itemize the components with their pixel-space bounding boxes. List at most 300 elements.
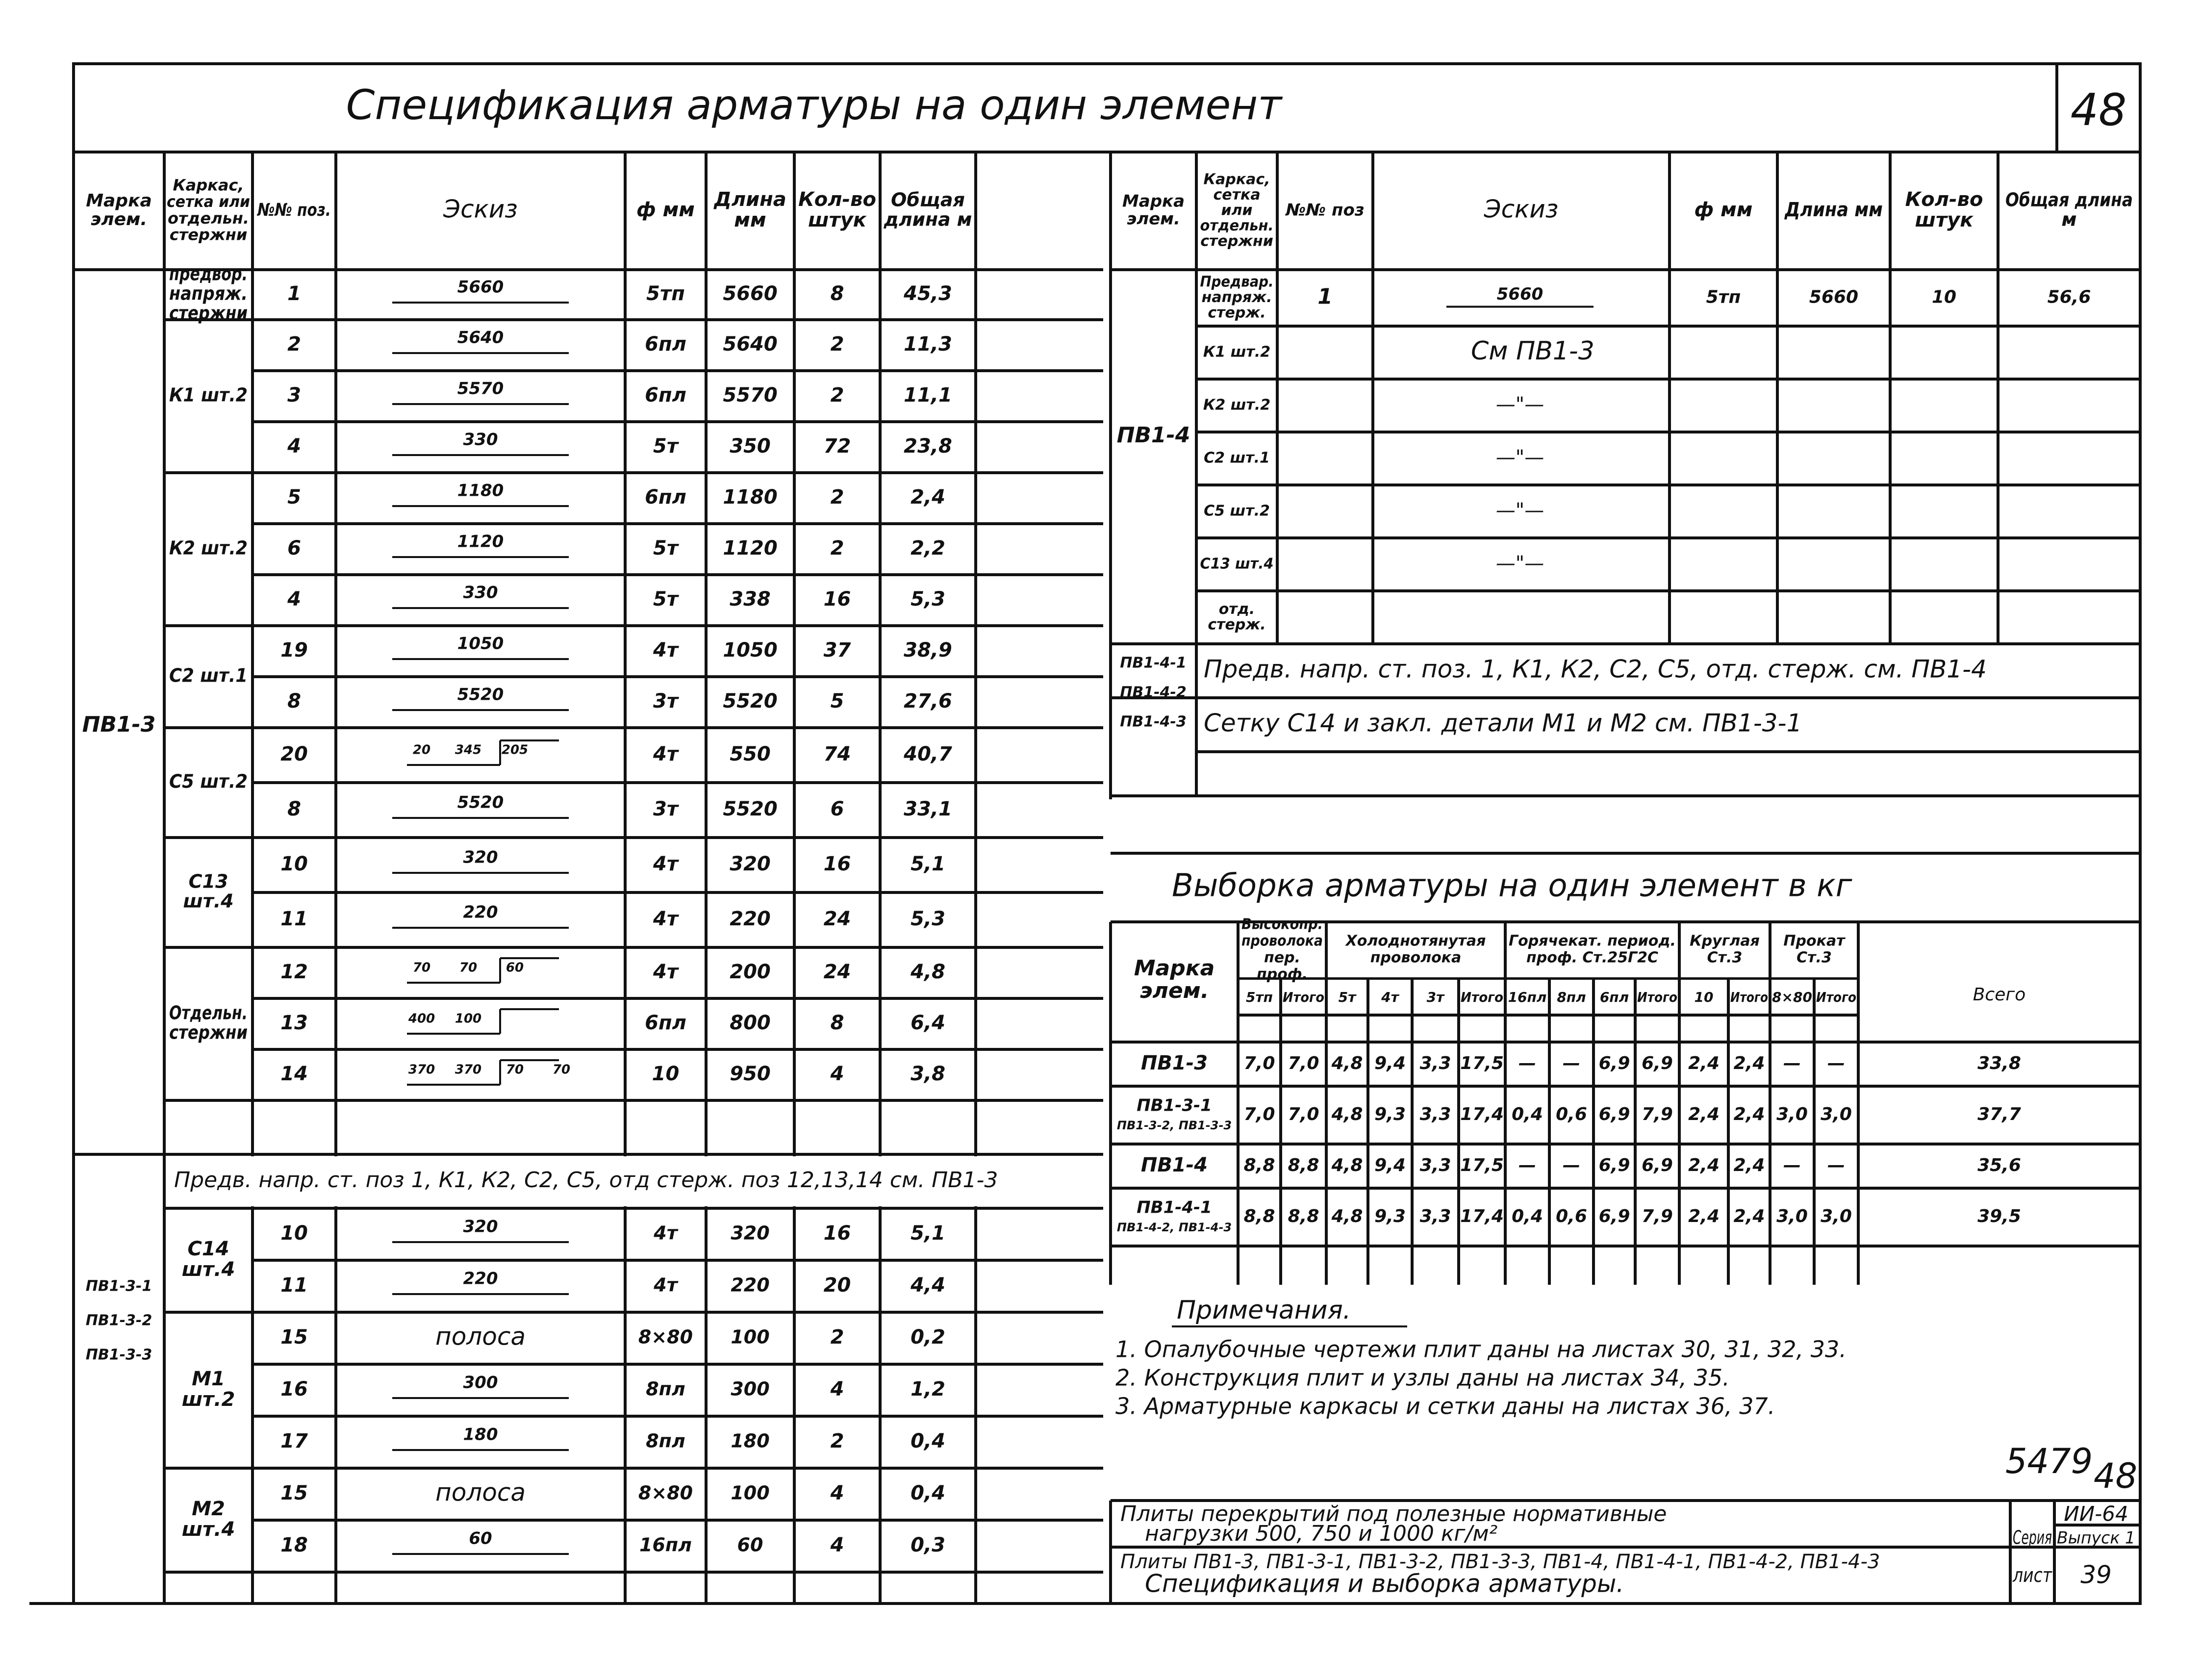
sketch-dimension: 320 [463,847,498,867]
selection-value: 0,6 [1556,1104,1587,1124]
sub-header: 4т [1381,989,1399,1005]
selection-value: 4,8 [1331,1104,1363,1124]
col-header-qty: штук [1915,209,1973,231]
right-note-1: Предв. напр. ст. поз. 1, К1, К2, С2, С5, отд. стерж. см. ПВ1-4 [1204,655,1987,684]
sub-header: Итого [1637,989,1677,1005]
sheet-label: лист [2012,1564,2053,1587]
sketch-dimension: 5660 [457,277,504,297]
pos-number: 13 [280,1012,308,1034]
length-value: 1180 [723,486,778,509]
frame-label: С13 шт.4 [1200,555,1274,573]
sketch-reference: См ПВ1-3 [1471,336,1594,366]
pos-number: 18 [280,1534,308,1556]
sketch-dimension: 5520 [457,792,504,813]
col-header-length: мм [734,209,766,231]
length-value: 180 [731,1430,770,1452]
selection-value: 8,8 [1288,1155,1319,1175]
right-note-2: Сетку С14 и закл. детали М1 и М2 см. ПВ1-3-1 [1204,709,1802,738]
sketch-dimension: 100 [455,1011,482,1026]
selection-value: 0,4 [1512,1104,1543,1124]
sketch-reference: —"— [1495,499,1544,522]
qty-value: 10 [1931,287,1957,307]
selection-value: 37,7 [1977,1104,2021,1124]
total-length-value: 5,1 [911,853,945,875]
length-value: 350 [730,435,771,458]
length-value: 800 [730,1012,771,1034]
sketch-dimension: 5520 [457,685,504,705]
pos-number: 15 [280,1482,308,1504]
group-header: Ст.3 [1796,949,1832,967]
qty-value: 4 [830,1534,844,1556]
sketch-dimension: 5660 [1496,284,1543,304]
selection-value: 3,3 [1419,1104,1451,1124]
pos-number: 10 [280,1222,308,1245]
sub-header: 6пл [1599,989,1629,1005]
total-length-value: 45,3 [904,282,952,305]
title-line-1: Плиты перекрытий под полезные нормативные [1120,1502,1667,1527]
diameter-value: 5тп [1706,287,1741,307]
pos-number: 11 [280,1274,308,1297]
selection-value: 17,5 [1460,1155,1504,1175]
col-header-length: Длина [714,188,786,211]
length-value: 100 [731,1326,770,1348]
sketch-dimension: 1120 [457,532,504,552]
selection-value: 3,0 [1776,1206,1808,1226]
selection-value: 6,9 [1598,1155,1630,1175]
frame-label: С2 шт.1 [1204,449,1270,467]
diameter-value: 8×80 [638,1326,693,1348]
qty-value: 4 [830,1482,844,1504]
selection-value: 7,0 [1243,1104,1275,1124]
length-value: 200 [730,961,771,983]
col-header-total: Общая длина [2005,189,2133,211]
element-mark: ПВ1-3 [1140,1052,1208,1074]
sketch-dimension: 20 [412,742,431,758]
pos-number: 6 [287,537,301,560]
selection-value: 6,9 [1598,1104,1630,1124]
diameter-value: 6пл [645,333,686,356]
group-header: проф. Ст.25Г2С [1526,949,1658,967]
selection-value: 2,4 [1688,1104,1720,1124]
diameter-value: 8пл [646,1430,685,1452]
selection-value: 7,9 [1642,1206,1673,1226]
selection-value: 8,8 [1243,1155,1275,1175]
pos-number: 11 [280,908,308,930]
pos-number: 3 [287,384,301,407]
length-value: 1050 [723,639,778,662]
length-value: 220 [730,908,771,930]
selection-value: 4,8 [1331,1053,1363,1073]
element-mark: ПВ1-3-1 [85,1277,152,1295]
sub-header: 3т [1426,989,1444,1005]
sketch-dimension: 345 [455,742,482,758]
selection-value: 8,8 [1243,1206,1275,1226]
selection-value: 3,0 [1776,1104,1808,1124]
sketch-reference: —"— [1495,552,1544,575]
diameter-value: 3т [653,798,679,820]
col-header-frame: Каркас, [173,176,244,195]
group-header: проволока [1241,932,1323,950]
qty-value: 16 [823,1222,851,1245]
element-mark: ПВ1-3-2 [85,1312,152,1329]
selection-value: 2,4 [1733,1053,1765,1073]
diameter-value: 5тп [646,282,685,305]
frame-label: шт.4 [181,1518,235,1541]
qty-value: 74 [823,743,851,765]
frame-label: К1 шт.2 [169,384,248,406]
qty-value: 2 [830,1430,844,1452]
length-value: 338 [730,588,771,611]
selection-value: 9,3 [1374,1206,1406,1226]
diameter-value: 4т [653,908,679,930]
total-length-value: 2,4 [911,486,945,509]
diameter-value: 6пл [645,1012,686,1034]
col-header-mark: элем. [90,209,148,229]
length-value: 220 [731,1274,770,1296]
selection-value: 4,8 [1331,1155,1363,1175]
length-value: 1120 [723,537,778,560]
diameter-value: 8×80 [638,1482,693,1504]
col-header-mark: Марка [1122,191,1185,211]
length-value: 5660 [723,282,778,305]
diameter-value: 3т [653,690,679,713]
selection-value: 7,9 [1642,1104,1673,1124]
pos-number: 17 [280,1430,308,1452]
sub-header: Итого [1816,989,1856,1005]
selection-value: 35,6 [1977,1155,2021,1175]
selection-title: Выборка арматуры на один элемент в кг [1172,867,1852,904]
sketch-reference: —"— [1495,446,1544,469]
selection-value: 2,4 [1688,1206,1720,1226]
total-length-value: 23,8 [904,435,952,458]
sketch-dimension: 370 [408,1062,435,1077]
selection-value: — [1518,1155,1536,1175]
sub-header: Итого [1283,989,1324,1005]
col-header-qty: штук [808,209,866,231]
qty-value: 16 [823,588,851,611]
selection-value: 3,3 [1419,1206,1451,1226]
sketch-dimension: 330 [463,430,498,450]
total-length-value: 5,1 [911,1222,945,1245]
diameter-value: 5т [653,537,679,560]
length-value: 5520 [723,690,778,713]
sketch-dimension: 70 [459,960,478,975]
diameter-value: 16пл [639,1534,692,1556]
qty-value: 6 [830,798,844,820]
selection-value: 17,5 [1460,1053,1504,1073]
diameter-value: 10 [652,1063,680,1085]
selection-value: 9,4 [1374,1155,1406,1175]
col-header-frame: отдельн. [1200,217,1274,234]
pos-number: 5 [287,486,301,509]
pos-number: 15 [280,1326,308,1349]
frame-label: К1 шт.2 [1203,343,1271,361]
selection-value: 4,8 [1331,1206,1363,1226]
qty-value: 2 [830,486,844,509]
issue-label: Выпуск 1 [2057,1528,2135,1548]
frame-label: стержни [169,302,248,324]
group-header: Круглая [1690,932,1760,950]
length-value: 320 [730,853,771,875]
sketch-reference: —"— [1495,393,1544,416]
group-header: Ст.3 [1707,949,1743,967]
selection-value: 2,4 [1688,1155,1720,1175]
col-header-qty: Кол-во [1905,188,1983,211]
note-item: 3. Арматурные каркасы и сетки даны на листах 36, 37. [1115,1393,1775,1420]
frame-label: С5 шт.2 [1204,502,1270,520]
sketch-dimension: 1180 [457,481,504,501]
group-header: проф. [1257,966,1308,983]
col-header-mark: элем. [1139,978,1209,1004]
col-header-pos: №№ поз. [256,200,331,220]
selection-value: — [1563,1155,1580,1175]
frame-label: К2 шт.2 [1203,396,1271,414]
selection-value: — [1783,1053,1801,1073]
diameter-value: 4т [653,743,679,765]
diameter-value: 4т [653,853,679,875]
frame-label: напряж. [1201,289,1272,306]
pos-number: 1 [287,282,301,305]
length-value: 60 [737,1534,763,1556]
sub-header: 16пл [1508,989,1547,1005]
qty-value: 2 [830,1326,844,1349]
selection-value: 7,0 [1288,1053,1319,1073]
sketch-dimension: 220 [463,1269,498,1289]
group-header: Прокат [1783,932,1845,950]
col-header-frame: отдельн. [167,208,250,228]
stamp-number-2: 48 [2094,1456,2138,1497]
group-header: Горячекат. период. [1509,932,1676,950]
length-value: 5570 [723,384,778,407]
selection-value: 39,5 [1977,1206,2021,1226]
pos-number: 10 [280,853,308,875]
selection-value: 6,9 [1642,1155,1673,1175]
qty-value: 16 [823,853,851,875]
element-mark: ПВ1-4 [1140,1154,1208,1176]
title-line-4: Спецификация и выборка арматуры. [1145,1569,1624,1598]
total-length-value: 4,4 [911,1274,945,1297]
selection-value: 2,4 [1733,1206,1765,1226]
sketch-strip-label: полоса [435,1478,526,1507]
sketch-dimension: 70 [412,960,431,975]
total-length-value: 0,3 [911,1534,945,1556]
total-length-value: 11,3 [904,333,952,356]
pos-number: 8 [287,798,301,820]
sub-header: 5тп [1245,989,1273,1005]
group-header: Холоднотянутая [1345,932,1486,950]
total-length-value: 11,1 [904,384,952,407]
qty-value: 72 [823,435,851,458]
frame-label: С14 [187,1238,229,1260]
frame-label: С13 [188,870,228,892]
col-header-total: длина м [883,208,972,230]
selection-value: 8,8 [1288,1206,1319,1226]
element-mark: ПВ1-4 [1116,423,1190,448]
frame-label: шт.4 [181,1258,235,1281]
col-header-frame: сетка или [167,192,250,211]
selection-value: 2,4 [1688,1053,1720,1073]
diameter-value: 5т [653,588,679,611]
frame-label: М2 [192,1498,225,1520]
group-header: Высокопр. [1241,916,1323,933]
series-value: ИИ-64 [2064,1502,2128,1526]
col-header-diam: ф мм [1694,199,1753,221]
selection-value: 6,9 [1642,1053,1673,1073]
total-length-value: 1,2 [911,1378,945,1400]
qty-value: 24 [823,961,851,983]
sub-header: Итого [1461,989,1503,1005]
length-value: 5520 [723,798,778,820]
title-line-2: нагрузки 500, 750 и 1000 кг/м² [1145,1521,1498,1546]
selection-value: 7,0 [1288,1104,1319,1124]
diameter-value: 4т [654,1222,678,1244]
selection-value: 6,9 [1598,1053,1630,1073]
sketch-dimension: 220 [463,902,498,922]
sketch-dimension: 1050 [457,634,504,654]
element-mark: ПВ1-3-3 [85,1346,152,1364]
note-row: Предв. напр. ст. поз 1, К1, К2, С2, С5, отд стерж. поз 12,13,14 см. ПВ1-3 [174,1168,998,1193]
sub-header: 8×80 [1772,989,1812,1005]
notes-heading: Примечания. [1177,1296,1351,1325]
note-item: 1. Опалубочные чертежи плит даны на листах 30, 31, 32, 33. [1115,1336,1847,1363]
frame-label: стерж. [1208,304,1266,322]
col-header-mark: Марка [1134,955,1215,981]
col-header-qty: Кол-во [798,188,876,211]
sketch-dimension: 370 [455,1062,482,1077]
frame-label: М1 [192,1368,225,1390]
qty-value: 4 [830,1063,844,1085]
col-header-total: Всего [1973,985,2026,1005]
col-header-frame: Каркас, [1203,171,1270,188]
length-value: 950 [730,1063,771,1085]
total-length-value: 33,1 [904,798,952,820]
frame-label: стерж. [1208,616,1266,634]
pos-number: 12 [280,961,308,983]
group-header: пер. [1264,949,1300,967]
selection-value: 3,3 [1419,1155,1451,1175]
col-header-sketch: Эскиз [443,195,518,224]
diameter-value: 6пл [645,486,686,509]
qty-value: 2 [830,537,844,560]
frame-label: С2 шт.1 [169,664,248,687]
total-length-value: 27,6 [904,690,952,713]
group-header: проволока [1370,949,1462,967]
total-length-value: 38,9 [904,639,952,662]
sketch-dimension: 180 [463,1425,498,1445]
col-header-mark: элем. [1127,209,1180,229]
selection-value: 3,0 [1821,1206,1852,1226]
qty-value: 2 [830,384,844,407]
total-length-value: 6,4 [911,1012,945,1034]
frame-label: Отдельн. [169,1002,248,1024]
diameter-value: 8пл [646,1378,685,1400]
sketch-dimension: 400 [408,1011,435,1026]
frame-label: стержни [169,1021,248,1044]
length-value: 5640 [723,333,778,356]
element-mark: ПВ1-4-2 [1120,684,1187,701]
total-length-value: 40,7 [904,743,952,765]
qty-value: 24 [823,908,851,930]
length-value: 320 [731,1222,770,1244]
pos-number: 19 [280,639,308,662]
total-length-value: 5,3 [911,908,945,930]
pos-number: 8 [287,690,301,713]
title-line-3: Плиты ПВ1-3, ПВ1-3-1, ПВ1-3-2, ПВ1-3-3, ПВ1-4, ПВ1-4-1, ПВ1-4-2, ПВ1-4-3 [1120,1551,1880,1573]
sub-header: Итого [1730,989,1768,1005]
selection-value: 2,4 [1733,1104,1765,1124]
diameter-value: 4т [653,639,679,662]
frame-label: предвор. [169,263,248,285]
selection-value: 6,9 [1598,1206,1630,1226]
pos-number: 4 [287,435,301,458]
sketch-dimension: 330 [463,583,498,603]
col-header-length: Длина мм [1784,199,1883,221]
sketch-dimension: 5570 [457,379,504,399]
length-value: 550 [730,743,771,765]
pos-number: 20 [280,743,308,765]
selection-value: 9,3 [1374,1104,1406,1124]
pos-number: 16 [280,1378,308,1400]
frame-label: шт.2 [181,1388,235,1411]
sheet-number: 48 [2070,84,2127,136]
col-header-sketch: Эскиз [1484,195,1559,224]
selection-value: 3,3 [1419,1053,1451,1073]
frame-label: Предвар. [1200,273,1274,291]
selection-value: 9,4 [1374,1053,1406,1073]
pos-number: 4 [287,588,301,611]
selection-value: 3,0 [1821,1104,1852,1124]
diameter-value: 6пл [645,384,686,407]
selection-value: — [1563,1053,1580,1073]
diameter-value: 5т [653,435,679,458]
selection-value: 7,0 [1243,1053,1275,1073]
sub-header: 10 [1694,989,1714,1005]
length-value: 300 [731,1378,770,1400]
qty-value: 2 [830,333,844,356]
diameter-value: 4т [653,961,679,983]
total-length-value: 56,6 [2047,287,2091,307]
selection-value: 2,4 [1733,1155,1765,1175]
frame-label: С5 шт.2 [169,770,248,792]
total-length-value: 0,4 [911,1482,945,1504]
total-length-value: 0,2 [911,1326,945,1349]
col-header-frame: стержни [169,225,248,244]
selection-value: 33,8 [1977,1053,2021,1073]
col-header-diam: ф мм [636,199,695,221]
col-header-mark: Марка [86,191,152,211]
element-mark: ПВ1-4-1 [1120,654,1187,672]
sketch-dimension: 205 [501,742,529,758]
selection-value: — [1827,1053,1845,1073]
selection-value: 0,6 [1556,1206,1587,1226]
series-label: Серия [2013,1527,2052,1549]
selection-value: 17,4 [1460,1206,1504,1226]
col-header-frame: стержни [1200,232,1273,250]
element-mark: ПВ1-4-2, ПВ1-4-3 [1116,1221,1232,1234]
sub-header: 5т [1338,989,1356,1005]
sketch-dimension: 300 [463,1373,498,1393]
frame-label: отд. [1218,600,1255,618]
element-mark: ПВ1-3 [82,712,156,737]
qty-value: 8 [830,1012,844,1034]
frame-label: К2 шт.2 [169,537,248,559]
pos-number: 14 [280,1063,308,1085]
selection-value: — [1827,1155,1845,1175]
element-mark: ПВ1-4-1 [1137,1197,1212,1218]
col-header-total: м [2061,208,2077,230]
total-length-value: 5,3 [911,588,945,611]
pos-number: 1 [1317,284,1333,309]
